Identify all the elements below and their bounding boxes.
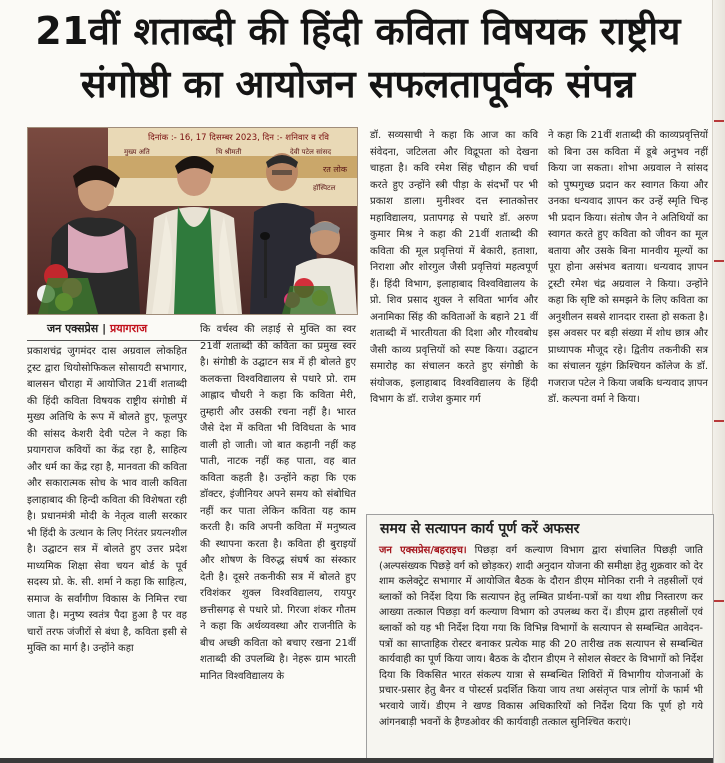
sidebar-story-body xyxy=(379,543,703,730)
article-column-3: डॉ. सव्यसाची ने कहा कि आज का कवि संवेदना, जटिलता और विद्रूपता को देखना चाहता है। कवि रमेश सिंह चौहान की चर्चा करते हुए उन्होंने स्त्री पीड़ा के संदर्भों पर भी प्रकाश डाला। मुनीश्वर दत्त स्नातकोत्तर महाविद्यालय, प्रतापगढ़ से पधारे डॉ. अरुण कुमार मिश्र ने कहा की 21वीं शताब्दी की कविता की मूल प्रवृत्तियां में बेकारी, हताशा, निराशा और शोरगुल जैसी प्रवृत्तियां महत्वपूर्ण हैं। हिंदी विभाग, इलाहाबाद विश्वविद्यालय के प्रो. शिव प्रसाद शुक्ल ने सविता भार्गव और अनामिका सिंह की कविताओं के बहाने 21 वीं शताब्दी में भारतीयता की दिशा और गौरवबोध जैसी काव्य प्रवृत्तियों को स्पष्ट किया। उद्घाटन समारोह का संचालन करते हुए संगोष्ठी के संयोजक, इलाहाबाद विश्वविद्यालय के हिंदी विभाग के डॉ. राजेश कुमार गर्ग xyxy=(370,130,538,405)
sidebar-story-text: पिछड़ा वर्ग कल्याण विभाग द्वारा संचालित पिछड़ी जाति (अल्पसंख्यक पिछड़े वर्ग को छोड़कर) शादी अनुदान योजना की समीक्षा हेतु शुक्रवार को देर शाम कलेक्ट्रेट सभागार में आयोजित बैठक के दौरान डीएम मोनिका रानी ने तहसीलों एवं ब्लाकों को निर्देश दिया कि सत्यापन हेतु लम्बित प्रार्थना-पत्रों का यथा शीघ्र निस्तारण कर आख्या तत्काल पिछड़ा वर्ग कल्याण विभाग को उपलब्ध करा दें। डीएम द्वारा तहसीलों एवं ब्लाकों को यह भी निर्देश दिया गया कि विभिन्न विभागों के सत्यापन से सम्बन्धित आवेदन-पत्रों का साप्ताहिक रोस्टर बनाकर प्रत्येक माह की 20 तारीख तक सत्यापन से सम्बन्धित कार्यवाही का पूर्ण किया जाय। बैठक के दौरान डीएम ने सोशल सेक्टर के विभागों को निर्देश दिया कि विकसित भारत संकल्प यात्रा से सम्बन्धित शिविरों में विभागीय योजनाओं के प्रचार-प्रसार हेतु बैनर व पोस्टर्स प्रदर्शित किया जाय तथा असंतृप्त पात्र लोगों के फार्म भी भरवाये जायें। डीएम ने खण्ड विकास अधिकारियों को निर्देश दिया कि पूर्ण हो गये आंगनबाड़ी भवनों के हैण्डओवर की कार्यवाही तत्काल सुनिश्चित कराएं। xyxy=(379,545,703,728)
dateline-city: प्रयागराज xyxy=(109,322,148,335)
event-photo-illustration xyxy=(28,128,357,314)
byline-text xyxy=(47,321,147,336)
banner-text-fragment: थि श्रीमती xyxy=(216,148,242,156)
event-photo xyxy=(27,127,358,315)
banner-text-fragment: देवी पटेल सांसद xyxy=(290,148,332,156)
banner-text-fragment: मुख्य अति xyxy=(124,148,150,156)
agency-name: जन एक्सप्रेस xyxy=(47,322,99,335)
headline-line-2: संगोष्ठी का आयोजन सफलतापूर्वक संपन्न xyxy=(80,62,636,106)
article-column-1: प्रकाशचंद्र जुगमंदर दास अग्रवाल लोकहित ट्रस्ट द्वारा थियोसोफिकल सोसायटी सभागार, बालसन चौराहा में आयोजित 21वीं शताब्दी की हिंदी कविता विषयक राष्ट्रीय संगोष्ठी में मुख्य अतिथि के रूप में बोलते हुए, फूलपुर की सांसद केशरी देवी पटेल ने कहा कि प्रयागराज कवियों का केंद्र रहा है, साहित्य और धर्म का केंद्र रहा है, मानवता की कविता और सकारात्मक सोच के भाव वाली कविता इलाहाबाद की हिन्दी कविता की विशेषता रही है। प्रधानमंत्री मोदी के नेतृत्व वाली सरकार भी हिंदी के उत्थान के लिए निरंतर प्रयत्नशील है। उद्घाटन सत्र में बोलते हुए उत्तर प्रदेश माध्यमिक शिक्षा सेवा चयन बोर्ड के पूर्व सदस्य प्रो. के. सी. शर्मा ने कहा कि साहित्य, समाज के सर्वांगीण विकास के निमित्त रचा जाता है। मनुष्य स्वतंत्र पैदा हुआ है पर वह चारों तरफ जंजीरों से बंधा है, कविता इसी से मुक्ति का मार्ग है। उन्होंने कहा xyxy=(27,346,187,654)
bottom-rule xyxy=(0,758,713,763)
headline xyxy=(8,6,708,118)
banner-date-text: दिनांक :- 16, 17 दिसम्बर 2023, दिन :- शनिवार व रवि xyxy=(148,133,329,143)
article-column-4: ने कहा कि 21वीं शताब्दी की काव्यप्रवृत्तियों को बिना उस कविता में डूबे अनुभव नहीं किया जा सकता। शोभा अग्रवाल ने सांसद को पुष्पगुच्छ प्रदान कर स्वागत किया और उनका धन्यवाद ज्ञापन कर उन्हें स्मृति चिन्ह भी प्रदान किया। संतोष जैन ने अतिथियों का स्वागत करते हुए कविता को जीवन का मूल बताया और उसके बिना मानवीय मूल्यों का पूरा होना असंभव बताया। धन्यवाद ज्ञापन ट्रस्टी रमेश चंद्र अग्रवाल ने किया। उन्होंने कहा कि सृष्टि को समझने के लिए कविता का अनुशीलन सबसे शानदार रास्ता हो सकता है। इस अवसर पर बड़ी संख्या में शोध छात्र और प्राध्यापक मौजूद रहे। द्वितीय तकनीकी सत्र का संचालन यूइंग क्रिश्चियन कॉलेज के डॉ. गजराज पटेल ने किया जबकि धन्यवाद ज्ञापन डॉ. कल्पना वर्मा ने किया। xyxy=(548,130,708,405)
sidebar-story xyxy=(366,514,714,763)
byline-separator: | xyxy=(98,322,110,335)
banner-text-fragment: हॉस्पिटल xyxy=(313,184,336,192)
sidebar-story-title: समय से सत्यापन कार्य पूर्ण करें अफसर xyxy=(380,521,580,537)
article-column-2: कि वर्चस्व की लड़ाई से मुक्ति का स्वर 21वीं शताब्दी की कविता का प्रमुख स्वर है। संगोष्ठी के उद्घाटन सत्र में ही बोलते हुए कलकत्ता विश्वविद्यालय से पधारे प्रो. राम आह्लाद चौधरी ने कहा कि कविता मेरी, तुम्हारी और उसकी रचना नहीं है। भारत जैसे देश में कविता भी विविधता के भाव वाली हो जाती। जो बात कहानी नहीं कह पाती, नाटक नहीं कह पाता, वह बात कविता कहती है। उन्होंने कहा कि एक डॉक्टर, इंजीनियर अपने समय को संबोधित नहीं कर पाता लेकिन कविता यह काम करती है। कवि अपनी कविता में मनुष्यत्व की स्थापना करता है। कविता ही बुराइयों और शोषण के विरुद्ध संघर्ष का संस्कार देती है। दूसरे तकनीकी सत्र में बोलते हुए रविशंकर शुक्ल विश्वविद्यालय, रायपुर छत्तीसगढ़ से पधारे प्रो. गिरजा शंकर गौतम ने कहा कि अर्थव्यवस्था और राजनीति के बीच अच्छी कविता को बचाए रखना 21वीं शताब्दी की उपलब्धि है। नेहरू ग्राम भारती मानित विश्वविद्यालय के xyxy=(200,324,356,682)
headline-line-1: 21वीं शताब्दी की हिंदी कविता विषयक राष्ट्रीय xyxy=(35,9,681,53)
banner-text-fragment: रत लोक xyxy=(323,165,348,174)
sidebar-story-dateline: जन एक्सप्रेस/बहराइच। xyxy=(379,545,467,556)
